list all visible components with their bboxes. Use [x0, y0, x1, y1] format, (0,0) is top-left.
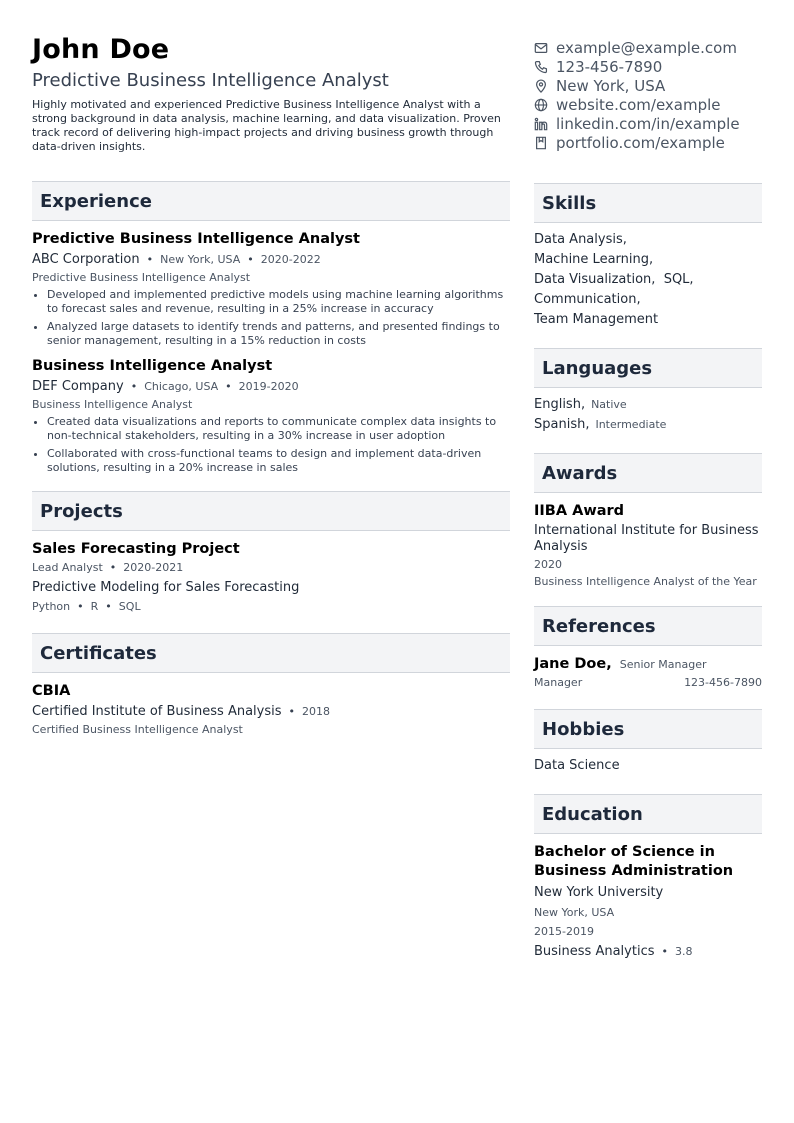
awards-heading: Awards — [534, 453, 762, 493]
skills-list — [534, 230, 762, 330]
certificate-description: Certified Business Intelligence Analyst — [32, 723, 243, 736]
job-dates: 2020-2022 — [260, 253, 321, 266]
skill-row — [534, 270, 762, 290]
job-title: Business Intelligence Analyst — [32, 358, 273, 374]
website-text: website.com/example — [556, 95, 721, 114]
certificate-name: CBIA — [32, 683, 71, 699]
contact-linkedin[interactable] — [534, 114, 762, 133]
skill-item: Communication, — [534, 292, 641, 307]
job-title: Predictive Business Intelligence Analyst — [32, 231, 360, 247]
project-name: Sales Forecasting Project — [32, 541, 240, 557]
job-meta-row — [32, 378, 510, 396]
project-role: Lead Analyst — [32, 561, 103, 574]
projects-heading: Projects — [32, 491, 510, 531]
linkedin-text: linkedin.com/in/example — [556, 114, 740, 133]
education-dates: 2015-2019 — [534, 925, 594, 938]
separator-dot: • — [225, 380, 232, 393]
separator-dot: • — [77, 600, 84, 613]
skills-heading: Skills — [534, 183, 762, 223]
award-description: Business Intelligence Analyst of the Year — [534, 575, 757, 588]
separator-dot: • — [146, 253, 154, 266]
skill-item: Team Management — [534, 312, 659, 327]
project-dates: 2020-2021 — [123, 561, 184, 574]
mail-icon — [534, 41, 548, 55]
contact-list — [534, 38, 762, 152]
language-level: Intermediate — [595, 418, 667, 431]
globe-icon — [534, 98, 548, 112]
language-level: Native — [591, 398, 627, 411]
job-bullet: • Collaborated with cross-functional teams to design and implement data-driven solutions, resulting in a 20% increase in sales — [47, 447, 510, 475]
contact-location — [534, 76, 762, 95]
location-text: New York, USA — [556, 76, 666, 95]
contact-website[interactable] — [534, 95, 762, 114]
languages-list — [534, 395, 762, 435]
skill-item: SQL, — [663, 272, 694, 287]
separator-dot: • — [247, 253, 254, 266]
linkedin-icon — [534, 117, 548, 131]
job-bullet: • Created data visualizations and reports to communicate complex data insights to non-technical stakeholders, resulting in a 30% increase in user adoption — [47, 415, 510, 443]
job-location: Chicago, USA — [144, 380, 219, 393]
separator-dot: • — [130, 380, 138, 393]
job-role: Predictive Business Intelligence Analyst — [32, 271, 251, 284]
project-tool: SQL — [118, 600, 141, 613]
job-bullet: • Developed and implemented predictive models using machine learning algorithms to forecast sales and revenue, resulting in a 25% increase in accuracy — [47, 288, 510, 316]
hobbies-heading: Hobbies — [534, 709, 762, 749]
certificates-heading: Certificates — [32, 633, 510, 673]
contact-portfolio[interactable] — [534, 133, 762, 152]
job-bullets — [32, 415, 510, 475]
job-role: Business Intelligence Analyst — [32, 398, 193, 411]
portfolio-text: portfolio.com/example — [556, 133, 725, 152]
reference-name: Jane Doe, — [534, 656, 612, 672]
language-item — [534, 395, 762, 415]
left-column — [32, 34, 510, 738]
project-tools — [32, 599, 510, 615]
project-entry — [32, 540, 510, 615]
education-location: New York, USA — [534, 906, 615, 919]
reference-phone: 123-456-7890 — [684, 676, 762, 689]
skill-item: Machine Learning, — [534, 252, 654, 267]
job-dates: 2019-2020 — [238, 380, 299, 393]
company-name: DEF Company — [32, 379, 124, 394]
location-pin-icon — [534, 79, 548, 93]
right-column — [534, 38, 762, 961]
reference-entry — [534, 655, 762, 691]
hobby-item: Data Science — [534, 758, 620, 773]
separator-dot: • — [661, 945, 668, 958]
job-location: New York, USA — [160, 253, 241, 266]
phone-text: 123-456-7890 — [556, 57, 663, 76]
education-field-row — [534, 943, 762, 961]
company-name: ABC Corporation — [32, 252, 140, 267]
candidate-headline: Predictive Business Intelligence Analyst — [32, 70, 389, 91]
contact-phone[interactable] — [534, 57, 762, 76]
language-name: Spanish, — [534, 417, 590, 432]
language-name: English, — [534, 397, 586, 412]
certificate-entry — [32, 682, 510, 738]
education-gpa: 3.8 — [675, 945, 693, 958]
project-meta-row — [32, 560, 510, 576]
experience-heading: Experience — [32, 181, 510, 221]
certificate-year: 2018 — [302, 705, 331, 718]
language-item — [534, 415, 762, 435]
job-meta-row — [32, 251, 510, 269]
separator-dot: • — [109, 561, 117, 574]
award-title: IIBA Award — [534, 503, 625, 519]
award-entry — [534, 502, 762, 589]
languages-heading: Languages — [534, 348, 762, 388]
project-tool: R — [90, 600, 99, 613]
job-bullet: • Analyzed large datasets to identify trends and patterns, and presented findings to senior management, resulting in a 15% reduction in costs — [47, 320, 510, 348]
education-school: New York University — [534, 885, 664, 900]
education-field: Business Analytics — [534, 944, 655, 959]
separator-dot: • — [105, 600, 112, 613]
job-bullets — [32, 288, 510, 348]
email-text: example@example.com — [556, 38, 737, 57]
skill-item: Data Analysis, — [534, 232, 627, 247]
project-description: Predictive Modeling for Sales Forecasting — [32, 580, 300, 595]
reference-title: Senior Manager — [619, 658, 707, 671]
education-entry — [534, 843, 762, 961]
candidate-name: John Doe — [32, 34, 170, 65]
certificate-issuer: Certified Institute of Business Analysis — [32, 704, 282, 719]
contact-email[interactable] — [534, 38, 762, 57]
skill-item: Data Visualization, — [534, 272, 656, 287]
award-year: 2020 — [534, 558, 562, 571]
phone-icon — [534, 60, 548, 74]
portfolio-icon — [534, 136, 548, 150]
experience-entry — [32, 357, 510, 475]
reference-name-row — [534, 655, 762, 673]
reference-relation: Manager — [534, 676, 583, 689]
award-issuer: International Institute for Business Analysis — [534, 523, 759, 554]
reference-detail-row — [534, 675, 762, 691]
separator-dot: • — [288, 705, 296, 718]
references-heading: References — [534, 606, 762, 646]
project-tool: Python — [32, 600, 71, 613]
education-heading: Education — [534, 794, 762, 834]
summary-text: Highly motivated and experienced Predictive Business Intelligence Analyst with a strong background in data analysis, machine learning, and data visualization. Proven track record of delivering high-impact projects and driving business growth through data-driven insights. — [32, 98, 501, 153]
certificate-meta-row — [32, 703, 510, 721]
education-degree: Bachelor of Science in Business Administration — [534, 844, 734, 879]
experience-entry — [32, 230, 510, 348]
